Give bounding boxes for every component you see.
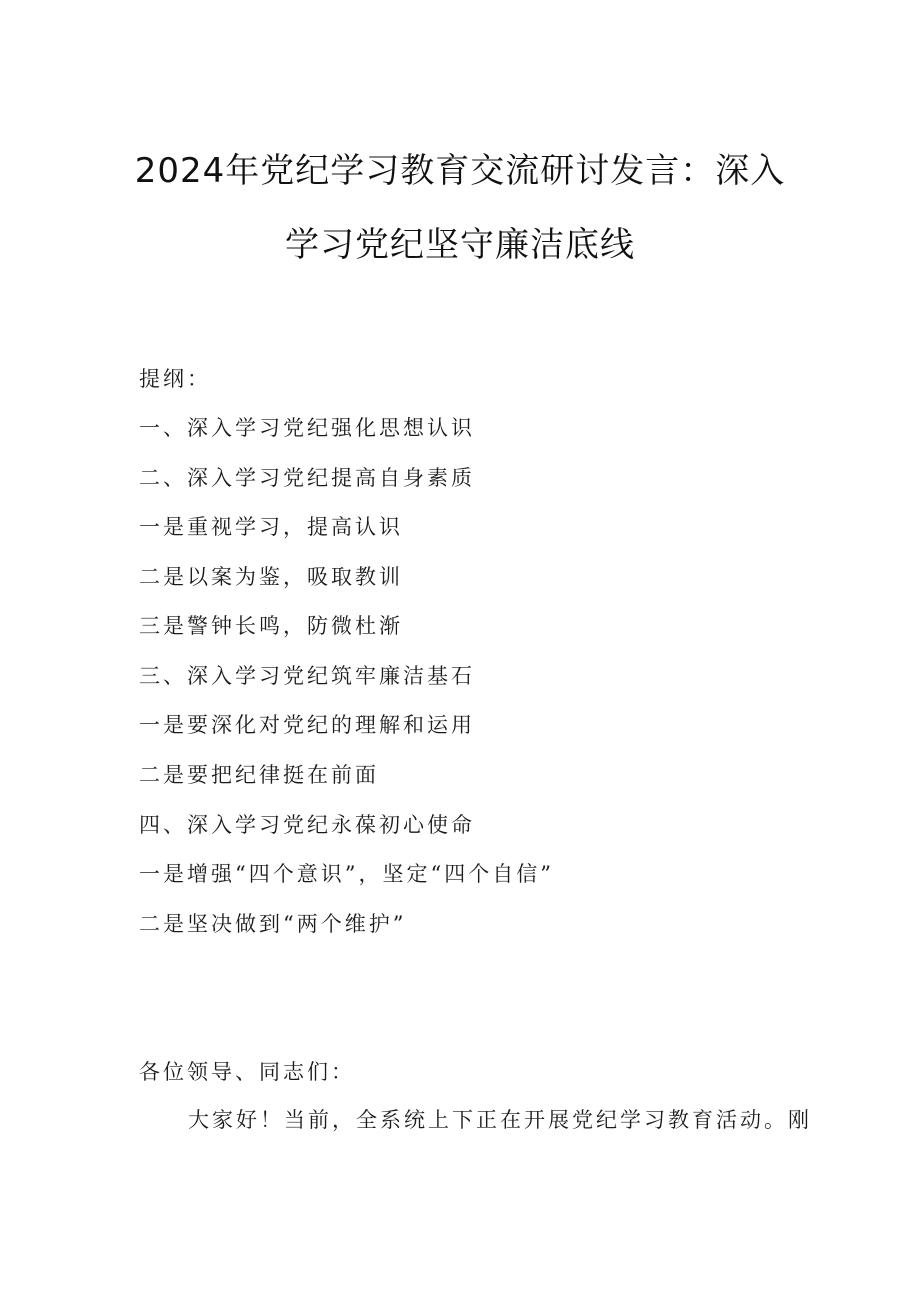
outline-item: 四、深入学习党纪永葆初心使命 bbox=[139, 813, 475, 837]
salutation: 各位领导、同志们： bbox=[139, 1060, 355, 1084]
outline-heading: 提纲： bbox=[139, 367, 211, 391]
outline-item: 三是警钟长鸣，防微杜渐 bbox=[139, 614, 403, 638]
outline-item: 一、深入学习党纪强化思想认识 bbox=[139, 416, 475, 440]
body-paragraph: 大家好！当前，全系统上下正在开展党纪学习教育活动。刚 bbox=[188, 1108, 812, 1132]
outline-item: 二是要把纪律挺在前面 bbox=[139, 763, 379, 787]
outline-item: 一是增强“四个意识”，坚定“四个自信” bbox=[139, 862, 554, 886]
outline-item: 一是重视学习，提高认识 bbox=[139, 515, 403, 539]
document-title-line-1: 2024年党纪学习教育交流研讨发言：深入 bbox=[134, 151, 786, 191]
document-title-line-2: 学习党纪坚守廉洁底线 bbox=[285, 225, 635, 265]
outline-item: 二是以案为鉴，吸取教训 bbox=[139, 565, 403, 589]
outline-item: 二、深入学习党纪提高自身素质 bbox=[139, 466, 475, 490]
outline-item: 二是坚决做到“两个维护” bbox=[139, 912, 407, 936]
outline-item: 三、深入学习党纪筑牢廉洁基石 bbox=[139, 664, 475, 688]
outline-item: 一是要深化对党纪的理解和运用 bbox=[139, 713, 475, 737]
